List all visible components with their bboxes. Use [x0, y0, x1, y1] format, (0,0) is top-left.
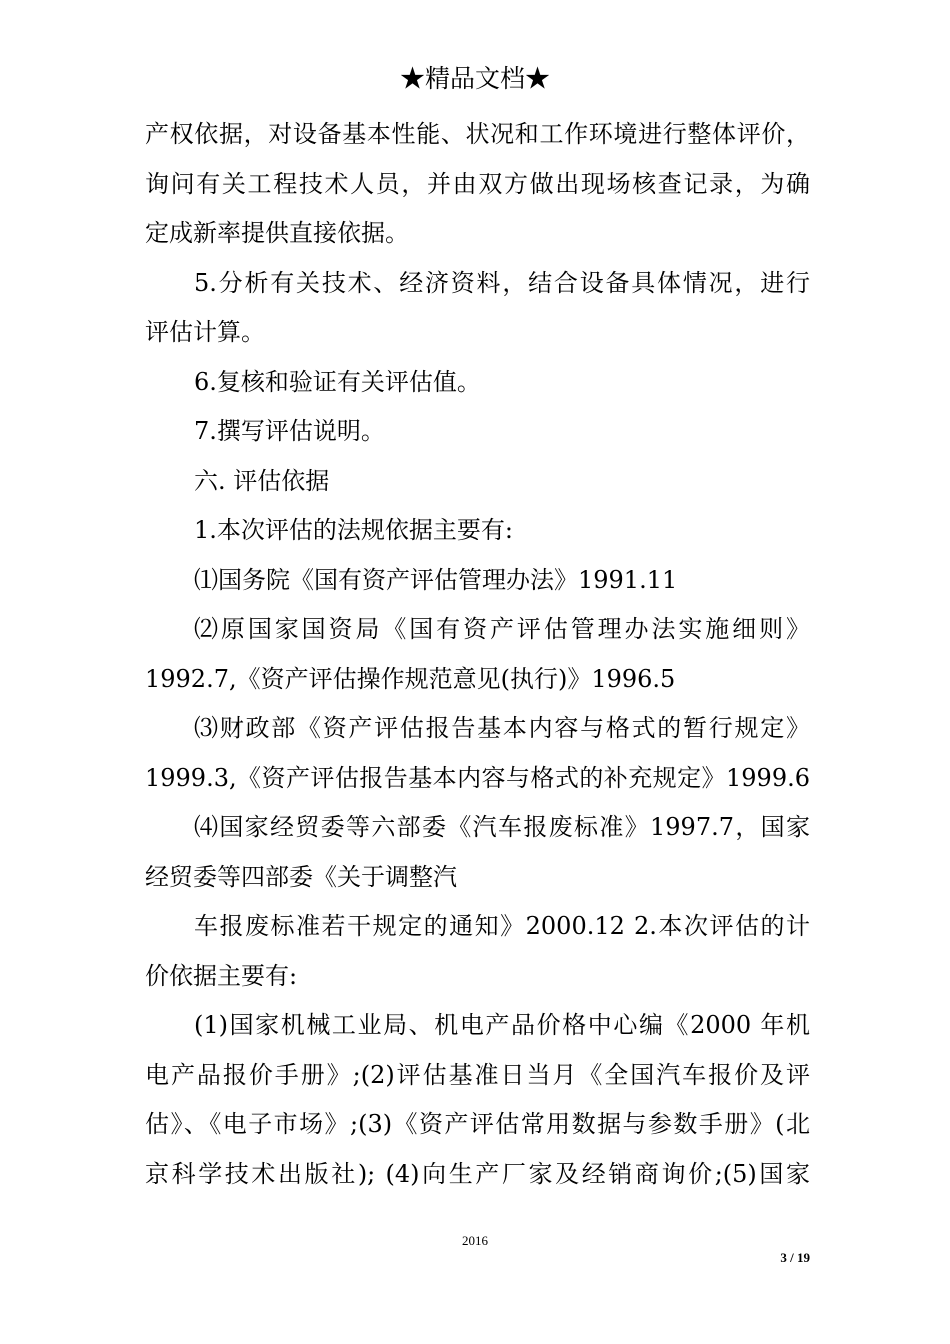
text-line-16: 经贸委等四部委《关于调整汽 [145, 862, 457, 891]
text-line-11: ⑵原国家国资局《国有资产评估管理办法实施细则》 [194, 615, 810, 643]
document-body [145, 110, 810, 1199]
text-line-12: 1992.7,《资产评估操作规范意见(执行)》1996.5 [145, 664, 676, 693]
text-line-20: 电产品报价手册》;(2)评估基准日当月《全国汽车报价及评 [145, 1060, 810, 1089]
section-heading: 六. 评估依据 [194, 466, 330, 495]
footer-year: 2016 [462, 1233, 488, 1248]
text-line-3: 定成新率提供直接依据。 [145, 219, 409, 247]
text-line-15: ⑷国家经贸委等六部委《汽车报废标准》1997.7，国家 [194, 813, 810, 841]
page-number: 3 / 19 [780, 1250, 810, 1265]
text-line-21: 估》、《电子市场》;(3)《资产评估常用数据与参数手册》(北 [145, 1110, 810, 1138]
text-line-1: 产权依据，对设备基本性能、状况和工作环境进行整体评价， [145, 120, 810, 148]
document-header [0, 62, 950, 96]
text-line-22: 京科学技术出版社); (4)向生产厂家及经销商询价;(5)国家 [145, 1159, 810, 1188]
text-line-18: 价依据主要有: [145, 961, 298, 990]
text-line-9: 1.本次评估的法规依据主要有: [194, 516, 513, 544]
text-line-2: 询问有关工程技术人员，并由双方做出现场核查记录，为确 [145, 169, 810, 198]
text-line-19: (1)国家机械工业局、机电产品价格中心编《2000 年机 [194, 1011, 810, 1039]
text-line-4: 5.分析有关技术、经济资料，结合设备具体情况，进行 [194, 268, 810, 297]
text-line-17: 车报废标准若干规定的通知》2000.12 2.本次评估的计 [194, 912, 810, 940]
text-line-7: 7.撰写评估说明。 [194, 417, 385, 445]
header-title: ★精品文档★ [399, 64, 550, 93]
text-line-5: 评估计算。 [145, 318, 265, 346]
text-line-13: ⑶财政部《资产评估报告基本内容与格式的暂行规定》 [194, 714, 810, 742]
text-line-14: 1999.3,《资产评估报告基本内容与格式的补充规定》1999.6 [145, 763, 810, 792]
text-line-6: 6.复核和验证有关评估值。 [194, 367, 481, 396]
text-line-10: ⑴国务院《国有资产评估管理办法》1991.11 [194, 565, 678, 594]
